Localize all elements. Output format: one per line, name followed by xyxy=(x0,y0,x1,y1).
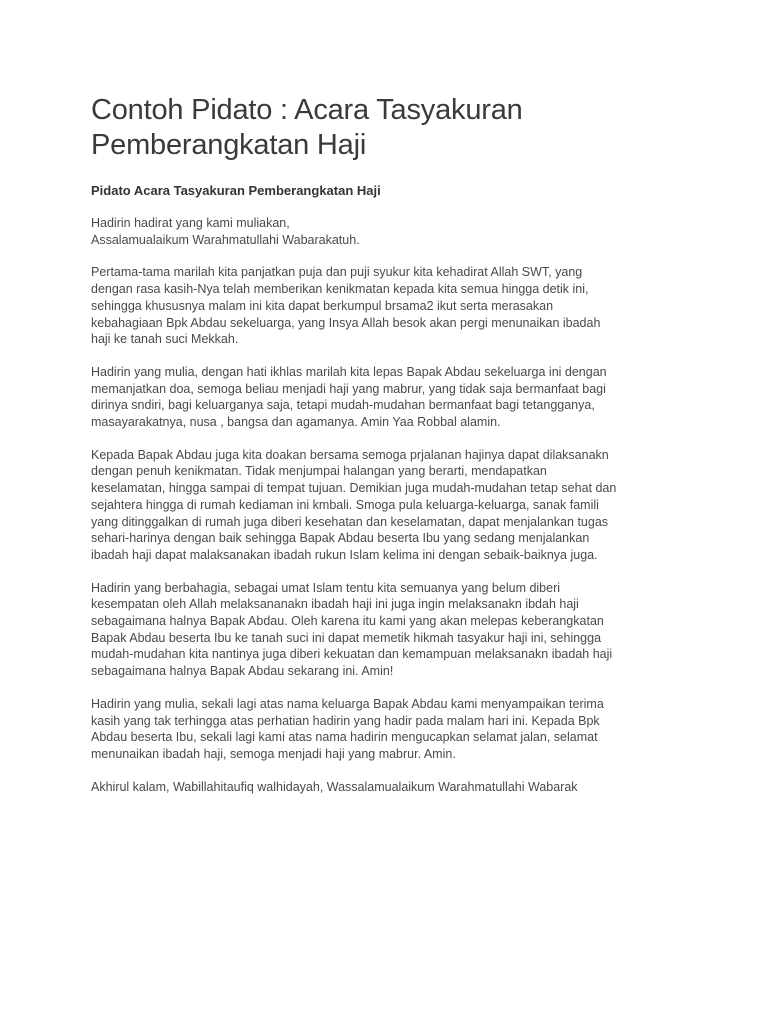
paragraph-line: sehingga khususnya malam ini kita dapat berkumpul brsama2 ikut serta merasakan xyxy=(91,298,554,313)
paragraph-line: keselamatan, hingga sampai di tempat tujuan. Demikian juga mudah-mudahan tetap sehat dan xyxy=(91,481,617,496)
document-body xyxy=(91,215,683,795)
paragraph-line: Abdau beserta Ibu, sekali lagi kami atas nama hadirin mengucapkan selamat jalan, selamat xyxy=(91,730,598,745)
paragraph-line: mudah-mudahan kita nantinya juga diberi kekuatan dan kemampuan melaksanakn ibadah haji xyxy=(91,647,613,662)
paragraph xyxy=(91,779,683,796)
paragraph xyxy=(91,447,683,564)
paragraph-line: sejahtera hingga di rumah kediaman ini kmbali. Smoga pula keluarga-keluarga, sanak famili xyxy=(91,497,599,512)
paragraph-line: sebagaimana halnya Bapak Abdau sekarang ini. Amin! xyxy=(91,664,394,679)
paragraph-line: Pertama-tama marilah kita panjatkan puja dan puji syukur kita kehadirat Allah SWT, yang xyxy=(91,265,583,280)
paragraph xyxy=(91,364,683,431)
paragraph-line: Hadirin yang mulia, sekali lagi atas nama keluarga Bapak Abdau kami menyampaikan terima xyxy=(91,696,604,711)
paragraph-line: sebagaimana halnya Bapak Abdau. Oleh karena itu kami yang akan melepas keberangkatan xyxy=(91,614,604,629)
paragraph xyxy=(91,580,683,680)
paragraph-line: dirinya sndiri, bagi keluarganya saja, tetapi mudah-mudahan bermanfaat bagi tetangganya, xyxy=(91,398,595,413)
paragraph xyxy=(91,215,683,248)
paragraph-line: kebahagiaan Bpk Abdau sekeluarga, yang Insya Allah besok akan pergi menunaikan ibadah xyxy=(91,315,601,330)
paragraph-line: memanjatkan doa, semoga beliau menjadi haji yang mabrur, yang tidak saja bermanfaat bagi xyxy=(91,381,606,396)
paragraph-line: Hadirin yang berbahagia, sebagai umat Islam tentu kita semuanya yang belum diberi xyxy=(91,580,561,595)
paragraph-line: Hadirin hadirat yang kami muliakan, xyxy=(91,216,290,230)
paragraph-line: kesempatan oleh Allah melaksananakn ibadah haji ini juga ingin melaksanakn ibdah haji xyxy=(91,597,579,612)
paragraph-line: kasih yang tak terhingga atas perhatian hadirin yang hadir pada malam hari ini. Kepada Bpk xyxy=(91,713,600,728)
paragraph xyxy=(91,696,683,763)
paragraph-line: Bapak Abdau beserta Ibu ke tanah suci ini dapat memetik hikmah tasyakur haji ini, sehingga xyxy=(91,630,602,645)
paragraph xyxy=(91,264,683,348)
paragraph-line: masayarakatnya, nusa , bangsa dan agamanya. Amin Yaa Robbal alamin. xyxy=(91,415,501,430)
title-line: Pemberangkatan Haji xyxy=(91,129,367,161)
document-subtitle: Pidato Acara Tasyakuran Pemberangkatan Haji xyxy=(91,183,381,198)
paragraph-line: dengan penuh kenikmatan. Tidak menjumpai halangan yang berarti, mendapatkan xyxy=(91,464,547,479)
paragraph-line: Kepada Bapak Abdau juga kita doakan bersama semoga prjalanan hajinya dapat dilaksanakn xyxy=(91,447,609,462)
paragraph-line: Akhirul kalam, Wabillahitaufiq walhidayah, Wassalamualaikum Warahmatullahi Wabarak xyxy=(91,779,578,794)
paragraph-line: dengan rasa kasih-Nya telah memberikan kenikmatan kepada kita semua hingga detik ini, xyxy=(91,282,589,297)
paragraph-line: yang ditinggalkan di rumah juga diberi kesehatan dan keselamatan, dapat menjalankan tugas xyxy=(91,514,609,529)
paragraph-line: ibadah haji dapat malaksanakan ibadah rukun Islam kelima ini dengan sebaik-baiknya juga. xyxy=(91,547,598,562)
title-line: Contoh Pidato : Acara Tasyakuran xyxy=(91,94,523,126)
paragraph-line: Hadirin yang mulia, dengan hati ikhlas marilah kita lepas Bapak Abdau sekeluarga ini dengan xyxy=(91,364,607,379)
document-page xyxy=(91,93,683,795)
document-title xyxy=(91,93,683,163)
paragraph-line: haji ke tanah suci Mekkah. xyxy=(91,332,239,347)
paragraph-line: Assalamualaikum Warahmatullahi Wabarakatuh. xyxy=(91,232,360,247)
paragraph-line: menunaikan ibadah haji, semoga menjadi haji yang mabrur. Amin. xyxy=(91,746,456,761)
paragraph-line: sehari-harinya dengan baik sehingga Bapak Abdau beserta Ibu yang sedang menjalankan xyxy=(91,531,590,546)
